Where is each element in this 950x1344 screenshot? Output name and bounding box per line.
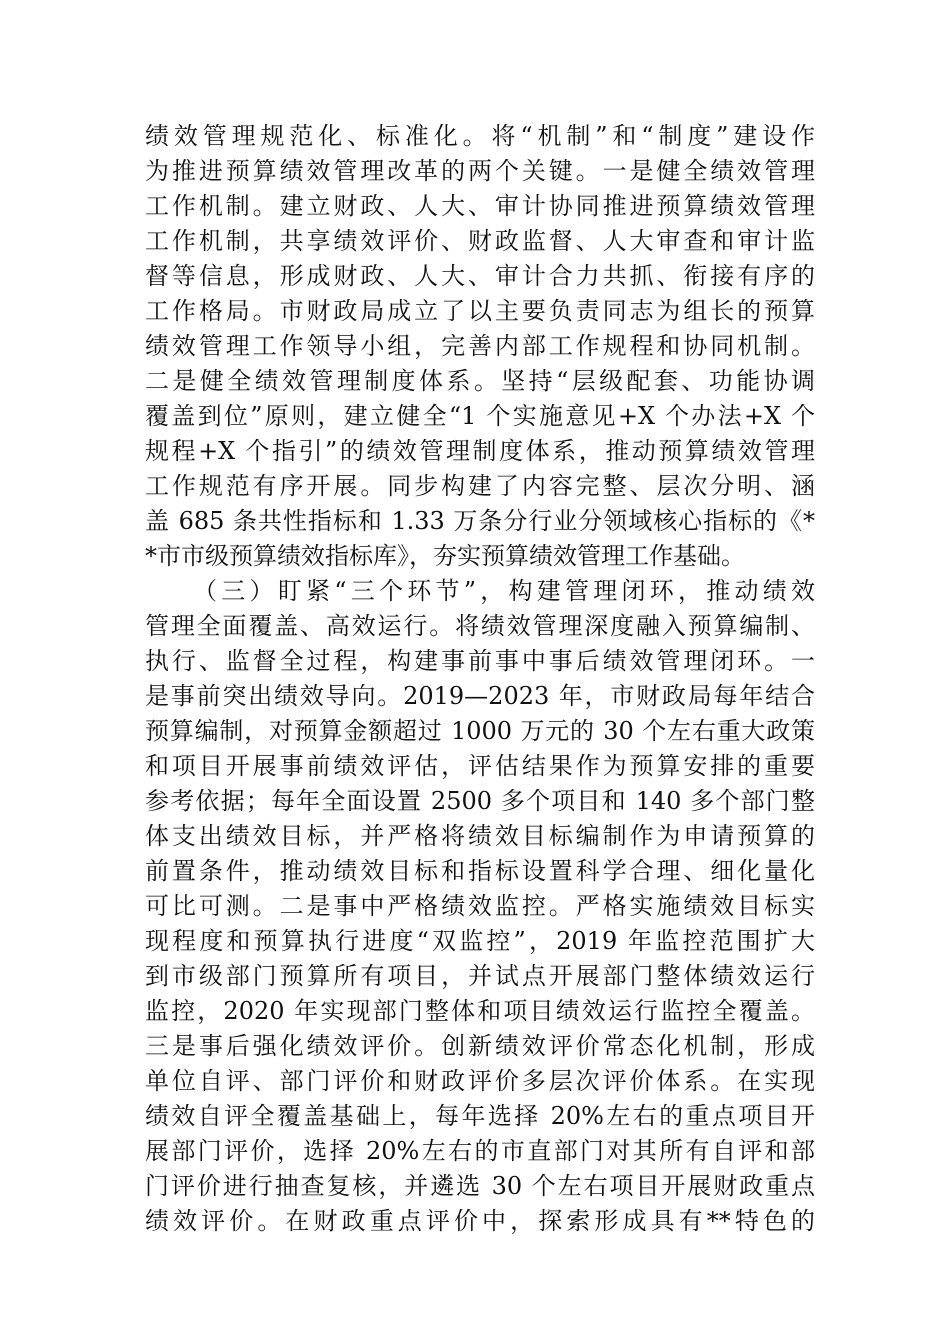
text-line: 现程度和预算执行进度“双监控”，2019 年监控范围扩大: [145, 927, 815, 955]
section-heading-line: （三）盯紧“三个环节”，构建管理闭环，推动绩效: [193, 577, 815, 605]
text-line: 规程+X 个指引”的绩效管理制度体系，推动预算绩效管理: [145, 437, 815, 465]
text-line: 覆盖到位”原则，建立健全“1 个实施意见+X 个办法+X 个: [145, 402, 815, 430]
text-line: 单位自评、部门评价和财政评价多层次评价体系。在实现: [145, 1067, 815, 1095]
text-line: 门评价进行抽查复核，并遴选 30 个左右项目开展财政重点: [145, 1172, 815, 1200]
text-line: 监控，2020 年实现部门整体和项目绩效运行监控全覆盖。: [145, 997, 815, 1025]
text-line: 工作规范有序开展。同步构建了内容完整、层次分明、涵: [145, 472, 815, 500]
text-line: 执行、监督全过程，构建事前事中事后绩效管理闭环。一: [145, 647, 815, 675]
text-line: 三是事后强化绩效评价。创新绩效评价常态化机制，形成: [145, 1032, 815, 1060]
text-line: 绩效管理规范化、标准化。将“机制”和“制度”建设作: [145, 122, 815, 150]
text-line: 督等信息，形成财政、人大、审计合力共抓、衔接有序的: [145, 262, 815, 290]
text-line: 盖 685 条共性指标和 1.33 万条分行业分领域核心指标的《*: [145, 507, 815, 535]
text-line: 和项目开展事前绩效评估，评估结果作为预算安排的重要: [145, 752, 815, 780]
text-line: 前置条件，推动绩效目标和指标设置科学合理、细化量化: [145, 857, 815, 885]
text-line: 绩效评价。在财政重点评价中，探索形成具有**特色的: [145, 1207, 815, 1235]
text-line: 管理全面覆盖、高效运行。将绩效管理深度融入预算编制、: [145, 612, 815, 640]
text-line: 工作格局。市财政局成立了以主要负责同志为组长的预算: [145, 297, 815, 325]
text-line: 参考依据；每年全面设置 2500 多个项目和 140 多个部门整: [145, 787, 815, 815]
text-line: 可比可测。二是事中严格绩效监控。严格实施绩效目标实: [145, 892, 815, 920]
text-line: 是事前突出绩效导向。2019—2023 年，市财政局每年结合: [145, 682, 815, 710]
text-line: 体支出绩效目标，并严格将绩效目标编制作为申请预算的: [145, 822, 815, 850]
text-line: 到市级部门预算所有项目，并试点开展部门整体绩效运行: [145, 962, 815, 990]
text-line: 二是健全绩效管理制度体系。坚持“层级配套、功能协调: [145, 367, 815, 395]
text-line: *市市级预算绩效指标库》，夯实预算绩效管理工作基础。: [145, 542, 745, 570]
text-line: 为推进预算绩效管理改革的两个关键。一是健全绩效管理: [145, 157, 815, 185]
text-line: 展部门评价，选择 20%左右的市直部门对其所有自评和部: [145, 1137, 815, 1165]
document-page: [145, 119, 815, 1239]
text-line: 绩效管理工作领导小组，完善内部工作规程和协同机制。: [145, 332, 815, 360]
text-line: 预算编制，对预算金额超过 1000 万元的 30 个左右重大政策: [145, 717, 815, 745]
text-line: 工作机制，共享绩效评价、财政监督、人大审查和审计监: [145, 227, 815, 255]
text-line: 工作机制。建立财政、人大、审计协同推进预算绩效管理: [145, 192, 815, 220]
text-line: 绩效自评全覆盖基础上，每年选择 20%左右的重点项目开: [145, 1102, 815, 1130]
